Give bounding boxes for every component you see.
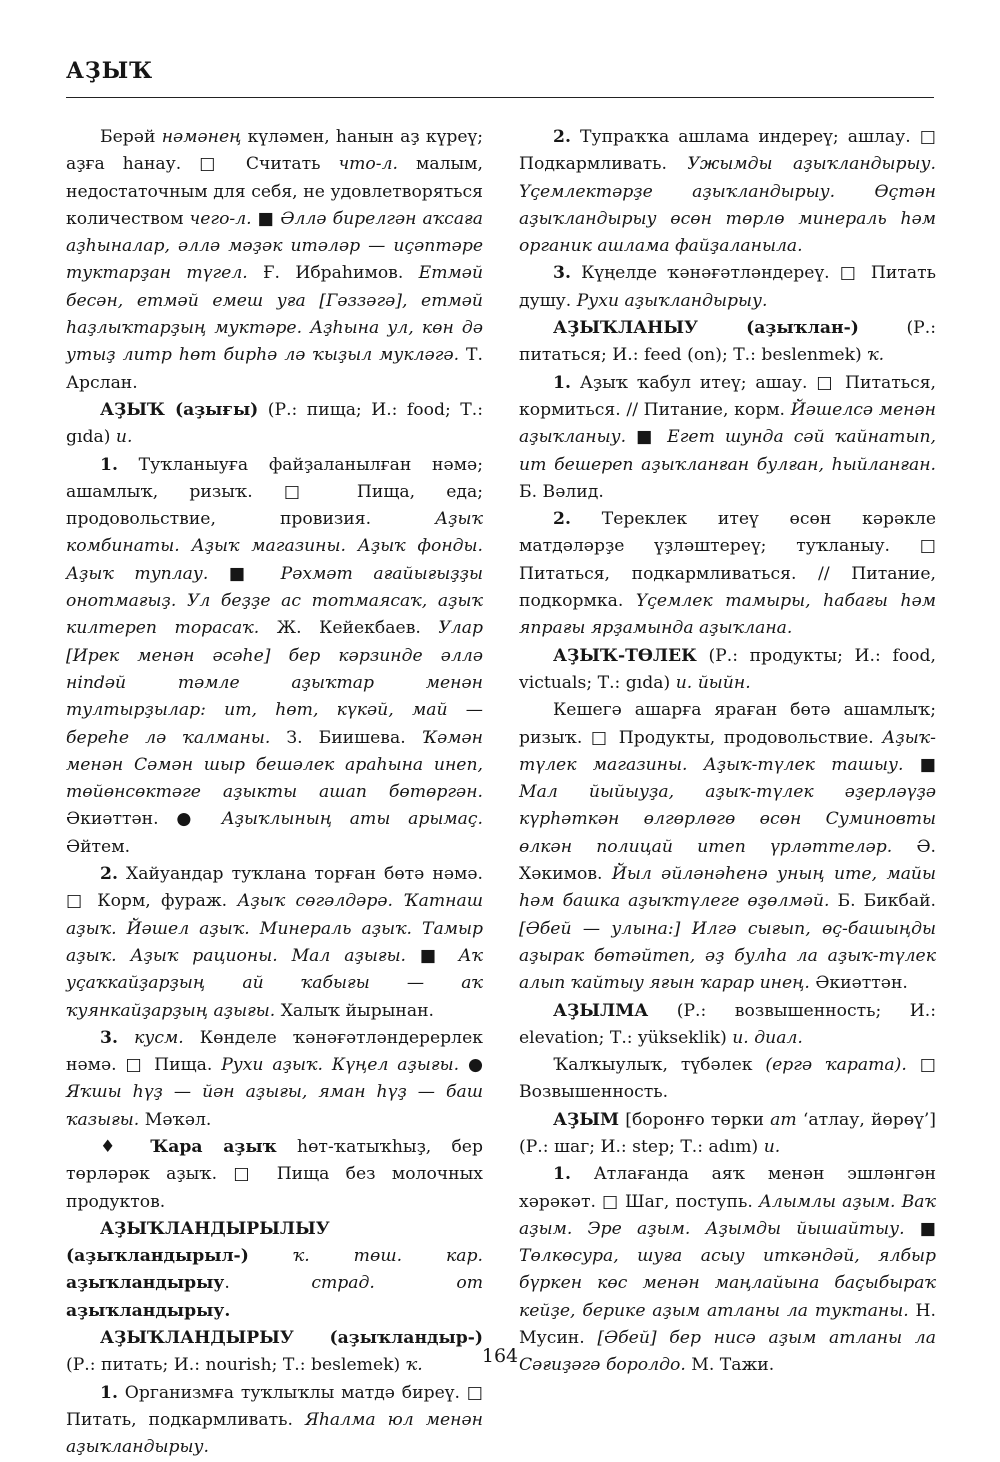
italic-text: Ҡәмән менән Сәмән шыр бешәлек араһына инеп, төйөнсөктәге аҙыкты ашап бөтөргән. xyxy=(66,727,483,803)
italic-text: (ергә ҡарата). xyxy=(765,1055,907,1076)
italic-text: [Әбей] бер нисә аҙым атланы ла Сәғиҙәгә боролдо. xyxy=(519,1328,936,1376)
definition-paragraph xyxy=(519,260,936,315)
italic-text: и. диал. xyxy=(732,1027,803,1048)
dictionary-entry xyxy=(519,1107,936,1162)
body-text: ■ xyxy=(251,208,281,229)
body-text: (Р.: питать; И.: nourish; Т.: beslemek) xyxy=(66,1355,406,1376)
italic-text: Рухи аҙыҡландырыу. xyxy=(576,290,768,311)
body-text: (Р.: возвышенность; И.: elevation; Т.: yükseklik) xyxy=(519,1000,936,1048)
body-text: Ж. Кейекбаев. xyxy=(259,618,439,639)
body-text: Әкиәттән. xyxy=(809,973,908,994)
body-text: ■ xyxy=(904,1218,936,1239)
body-text: Халыҡ йырынан. xyxy=(275,1000,435,1021)
italic-text: Егет шунда сәй ҡайнатып, ит бешереп аҙыҡланған булған, һыйланған. xyxy=(519,427,936,475)
italic-text: и. xyxy=(763,1136,781,1157)
body-text: Организмға туҡлыҡлы матдә биреү. □ Питать, подкармливать. xyxy=(66,1382,483,1430)
definition-paragraph xyxy=(66,1134,483,1216)
body-text: Мәҡәл. xyxy=(139,1109,212,1130)
body-text: Хайуандар туҡлана торған бөтә нәмә. □ Корм, фураж. xyxy=(66,864,483,912)
italic-text: Рәхмәт ағайығыҙҙы онотмағыҙ. Ул беҙҙе ас тотмаясаҡ, аҙыҡ килтереп торасаҡ. xyxy=(66,563,484,639)
body-text: ■ xyxy=(626,427,668,448)
italic-text: Улар [Ирек менән әсәһе] бер кәрзинде әллә нindәй тәмле аҙыҡтар менән тултырҙылар: ит, һөт, күкәй, май — береһе лә ҡалманы. xyxy=(66,618,483,748)
body-text: ● xyxy=(459,1055,483,1076)
definition-paragraph xyxy=(66,1380,483,1462)
italic-text: Етмәй бесән, етмәй емеш уға [Гәззәгә], етмәй һаҙлыҡтарҙың муктәре. Аҙһына ул, көн дә утыҙ литр һөт бирһә лә ҡыҙыл мукләгә. xyxy=(66,263,484,366)
italic-text: чего-л. xyxy=(189,208,252,229)
body-text: . xyxy=(224,1273,312,1294)
headword-text: 3. xyxy=(553,263,571,284)
header-rule xyxy=(66,97,934,98)
body-text: Туҡланыуға файҙаланылған нәмә; ашамлыҡ, ризыҡ. □ Пища, еда; продовольствие, провизия. xyxy=(66,454,483,530)
italic-text: Яҡшы һүҙ — йән аҙығы, яман һүҙ — баш ҡазығы. xyxy=(66,1082,483,1130)
body-text: Әйтем. xyxy=(66,836,131,857)
headword-text: Ҡара аҙыҡ xyxy=(150,1136,277,1157)
body-text: Б. Вәлид. xyxy=(519,481,604,502)
page-number: 164 xyxy=(481,1345,519,1367)
body-text: Н. Мусин. xyxy=(519,1300,936,1349)
headword-text: АҘЫҠЛАНДЫРЫЛЫУ (аҙыҡландырыл-) xyxy=(66,1218,330,1267)
headword-text: аҙыҡландырыу. xyxy=(66,1300,231,1321)
italic-text: Ужымды аҙыҡландырыу. Үҫемлектәрҙе аҙыҡландырыу. Өҫтән аҙыҡландырыу өсөн төрлө минераль һәм органик ашлама файҙаланыла. xyxy=(519,154,936,257)
headword-text: АҘЫҠ (аҙығы) xyxy=(100,399,259,420)
italic-text: Рухи аҙыҡ. Күңел аҙығы. xyxy=(221,1055,460,1076)
body-text: Көнделе ҡәнәғәтләндерерлек нәмә. □ Пища. xyxy=(66,1027,483,1076)
body-text: Атлағанда аяҡ менән эшләнгән хәрәкәт. □ Шаг, поступь. xyxy=(519,1164,936,1212)
body-text: малым, недостаточным для себя, не удовлетворяться количеством xyxy=(66,154,483,229)
italic-text: Төлкөсура, шуға асыу иткәндәй, ялбыр бүркен көс менән маңлайына баҫыбыраҡ кейҙе, берике аҙым атланы ла туктаны. xyxy=(519,1246,936,1321)
body-text: Тупраҡҡа ашлама индереү; ашлау. □ Подкармливать. xyxy=(519,127,936,175)
italic-text: ҡ. xyxy=(405,1355,423,1376)
italic-text: и. xyxy=(115,427,133,448)
body-text: (Р.: пища; И.: food; Т.: gıda) xyxy=(66,399,483,448)
italic-text: Йыл әйләнәһенә уның ите, майы һәм башка аҙыҡтүлеге өҙөлмәй. xyxy=(519,864,937,912)
definition-paragraph xyxy=(519,1052,936,1107)
headword-text: АҘЫҠЛАНДЫРЫУ (аҙыҡландыр-) xyxy=(100,1328,483,1349)
italic-text: Аҙыҡ комбинаты. Аҙыҡ магазины. Аҙыҡ фонды. Аҙыҡ туплау. xyxy=(66,509,483,584)
body-text: Аҙыҡ ҡабул итеү; ашау. □ Питаться, кормиться. // Питание, корм. xyxy=(519,372,936,420)
body-text: Ҡалҡыулыҡ, түбәлек xyxy=(553,1055,766,1076)
dictionary-entry xyxy=(66,397,483,452)
italic-text: [Әбей — улына:] Илгә сығып, өҫ-башыңды аҙырак бөтәйтеп, әҙ булһа ла аҙыҡ-түлек алып ҡайтыу яғын ҡарар инең. xyxy=(519,918,936,994)
italic-text: Алымлы аҙым. Ваҡ аҙым. Эре аҙым. Аҙымды йышайтыу. xyxy=(519,1191,936,1239)
italic-text: Мал йыйыуҙа, аҙыҡ-түлек әҙерләүҙә күрһәткән өлгөрлөгө өсөн Суминовты өлкән полицай итеп үрләттеләр. xyxy=(519,782,936,857)
body-text: ‘атлау, йөрөү’] (Р.: шаг; И.: step; Т.: adım) xyxy=(519,1109,937,1157)
italic-text: ҡ. xyxy=(867,345,885,366)
body-text: (Р.: продукты; И.: food, victuals; Т.: gıda) xyxy=(519,645,936,693)
italic-text: Аҡ уҫаҡкайҙарҙың ай ҡабығы — аҡ ҡуянкайҙарҙың аҙығы. xyxy=(66,945,483,1021)
dictionary-entry xyxy=(519,643,936,698)
dictionary-entry xyxy=(66,1216,483,1325)
body-text: М. Тажи. xyxy=(685,1355,775,1376)
body-text: ■ xyxy=(208,563,281,584)
italic-text: Йәшелсә менән аҙыҡланыу. xyxy=(519,399,936,448)
body-text: (Р.: питаться; И.: feed (on); Т.: beslenmek) xyxy=(519,318,936,366)
body-text: □ Возвышенность. xyxy=(519,1055,936,1103)
body-text: Б. Бикбай. xyxy=(829,891,936,912)
body-text: ■ xyxy=(903,754,936,775)
headword-text: 3. xyxy=(100,1027,118,1048)
italic-text: и. йыйн. xyxy=(675,672,751,693)
italic-text: Әллә бирелгән аҡсаға аҙһыналар, әллә мәҙәк итәләр — иҫәптәре туктарҙан түгел. xyxy=(66,208,483,284)
body-text: Ә. Хәкимов. xyxy=(519,836,936,885)
body-text: Әкиәттән. ● xyxy=(66,809,222,830)
body-text xyxy=(249,1246,293,1266)
right-column xyxy=(519,124,936,1380)
dictionary-entry xyxy=(519,315,936,370)
italic-text: ҡ. төш. кар. xyxy=(292,1246,483,1267)
body-text: Берәй xyxy=(100,127,162,147)
definition-paragraph xyxy=(66,452,483,861)
body-text: [боронғо төрки xyxy=(619,1109,771,1130)
definition-paragraph xyxy=(66,1025,483,1134)
italic-text: Аҙыҡ-түлек магазины. Аҙыҡ-түлек ташыу. xyxy=(519,727,936,775)
headword-text: 1. xyxy=(553,1164,571,1185)
headword-text: 2. xyxy=(553,509,571,530)
body-text: Т. Арслан. xyxy=(66,345,483,393)
body-text: Тереклек итеү өсөн кәрәкле матдәләрҙе үҙләштереү; туҡланыу. □ Питаться, подкармливаться. // Питание, подкормка. xyxy=(519,509,936,612)
headword-text: 1. xyxy=(553,372,571,393)
definition-paragraph xyxy=(66,861,483,1025)
italic-text: страд. от xyxy=(311,1273,483,1294)
body-text: ■ xyxy=(406,945,459,966)
definition-paragraph xyxy=(519,697,936,997)
definition-paragraph xyxy=(519,124,936,260)
italic-text: Аҙыҡлының аты арымаҫ. xyxy=(221,809,483,830)
italic-text: Яһалма юл менән аҙыҡландырыу. xyxy=(66,1409,483,1458)
running-head: АҘЫҠ xyxy=(66,58,154,84)
italic-text: кусм. xyxy=(134,1027,184,1048)
body-text: һөт-ҡатыҡһыҙ, бер төрләрәк аҙыҡ. □ Пища без молочных продуктов. xyxy=(66,1136,483,1212)
italic-text: что-л. xyxy=(338,154,398,175)
italic-text: Үҫемлек тамыры, һабағы һәм япрағы ярҙамында аҙыҡлана. xyxy=(519,591,937,639)
body-text: күләмен, һанын аҙ күреү; аҙға һанау. □ Считать xyxy=(66,127,483,175)
dictionary-entry xyxy=(519,998,936,1053)
body-text: Кешегә ашарға яраған бөтә ашамлыҡ; ризыҡ. □ Продукты, продовольствие. xyxy=(519,700,936,748)
headword-text: АҘЫЛМА xyxy=(553,1000,649,1021)
italic-text: Аҙыҡ сөгәлдәрә. Ҡатнаш аҙыҡ. Йәшел аҙыҡ. Минераль аҙыҡ. Тамыр аҙыҡ. Аҙыҡ рационы. Мал аҙығы. xyxy=(66,891,483,966)
italic-text: ат xyxy=(770,1109,797,1130)
headword-text: 2. xyxy=(100,864,118,885)
body-text xyxy=(118,1028,134,1048)
definition-paragraph xyxy=(519,506,936,642)
definition-paragraph xyxy=(519,370,936,506)
body-text: З. Биишева. xyxy=(270,727,422,748)
italic-text: нәмәнең xyxy=(161,127,242,147)
headword-text: аҙыҡландырыу xyxy=(66,1273,225,1294)
body-text: Ғ. Ибраһимов. xyxy=(247,263,419,284)
definition-paragraph xyxy=(66,124,483,397)
headword-text: 1. xyxy=(100,454,118,475)
body-text: ♦ xyxy=(100,1136,151,1157)
left-column xyxy=(66,124,483,1462)
headword-text: 1. xyxy=(100,1382,118,1403)
headword-text: 2. xyxy=(553,127,571,147)
headword-text: АҘЫМ xyxy=(553,1109,620,1130)
body-text: Күңелде ҡәнәғәтләндереү. □ Питать душу. xyxy=(519,263,936,311)
headword-text: АҘЫҠЛАНЫУ (аҙыҡлан-) xyxy=(553,318,859,339)
headword-text: АҘЫҠ-ТӨЛЕК xyxy=(553,645,697,666)
